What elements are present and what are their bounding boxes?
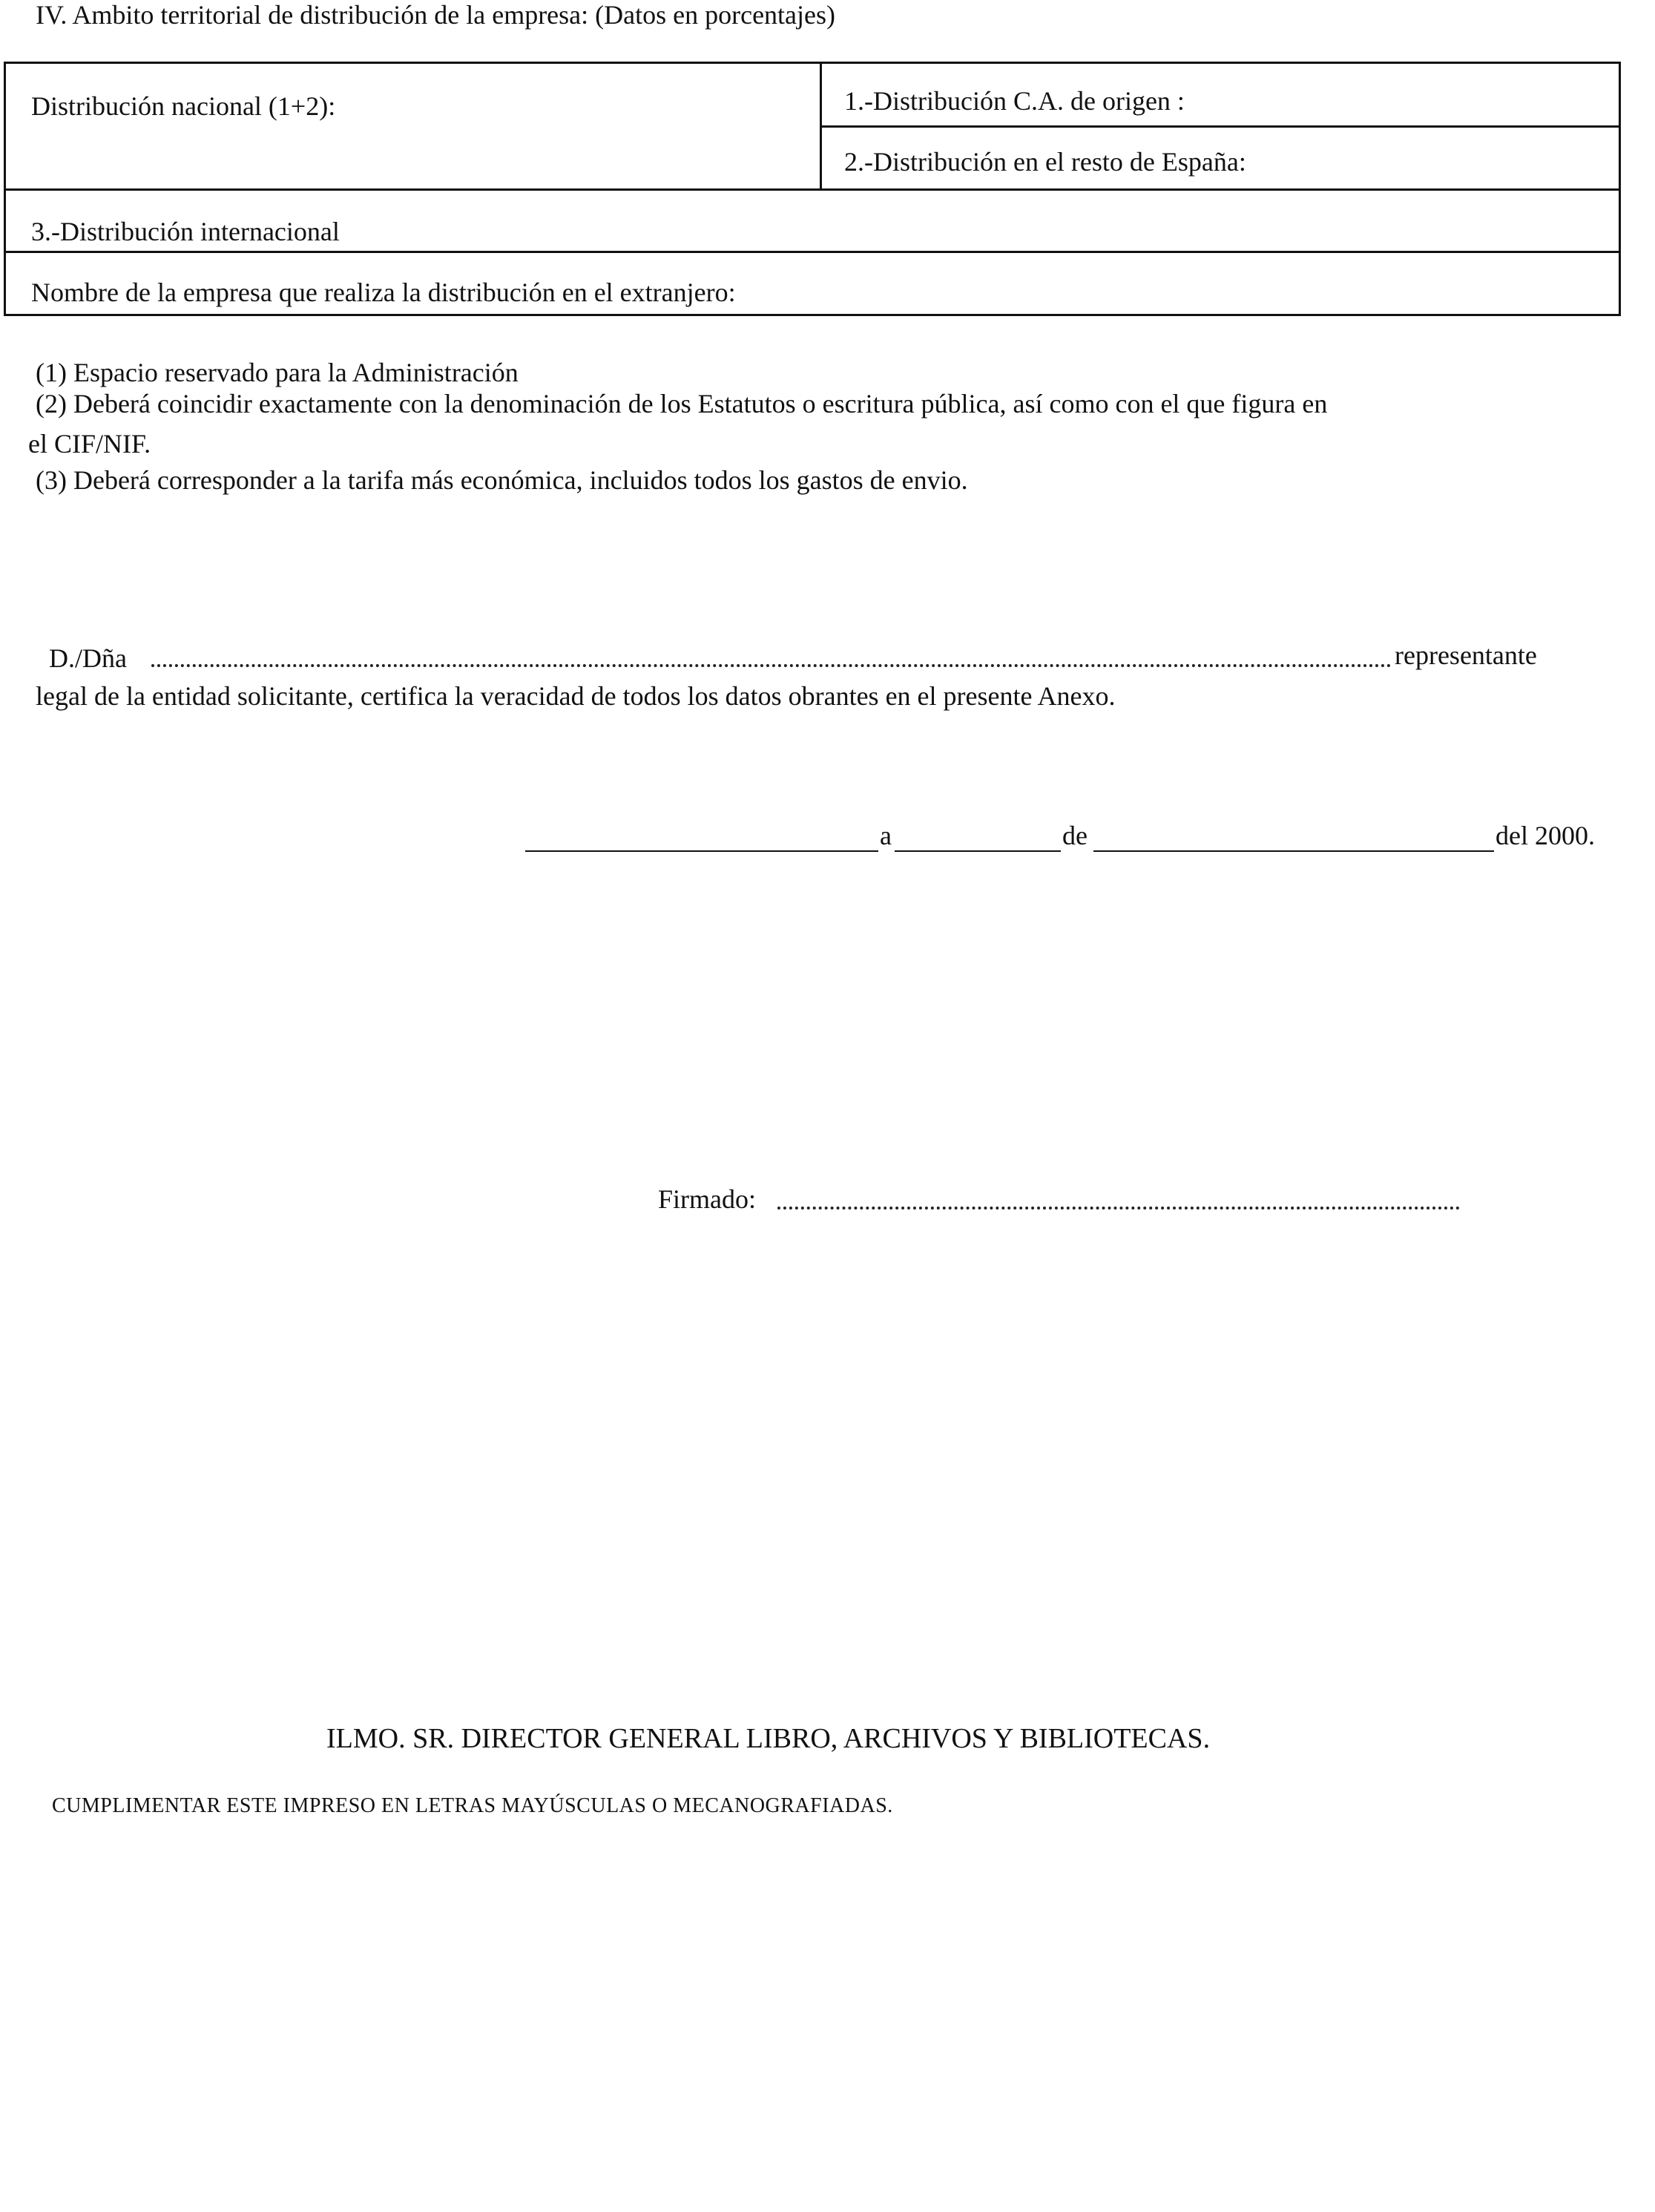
- national-distribution-field[interactable]: Distribución nacional (1+2):: [31, 91, 336, 121]
- day-field[interactable]: [895, 850, 1061, 852]
- footnote-1: (1) Espacio reservado para la Administración: [36, 358, 519, 387]
- distribution-table: [4, 62, 1621, 316]
- footnote-3: (3) Deberá corresponder a la tarifa más económica, incluidos todos los gastos de envio.: [36, 465, 968, 495]
- foreign-distributor-name-field[interactable]: Nombre de la empresa que realiza la distribución en el extranjero:: [31, 278, 736, 307]
- date-de-label: de: [1062, 821, 1088, 850]
- representative-name-field[interactable]: [151, 664, 1392, 667]
- month-field[interactable]: [1093, 850, 1494, 852]
- footnote-2: (2) Deberá coincidir exactamente con la denominación de los Estatutos o escritura pública, así como con el que figura en: [36, 389, 1328, 419]
- section-heading: IV. Ambito territorial de distribución de la empresa: (Datos en porcentajes): [36, 0, 836, 30]
- table-row-divider: [6, 251, 1619, 253]
- certification-name-prefix: D./Dña: [49, 643, 127, 673]
- certification-role-suffix: representante: [1395, 640, 1537, 670]
- international-distribution-field[interactable]: 3.-Distribución internacional: [31, 217, 340, 246]
- signature-field[interactable]: [777, 1207, 1460, 1210]
- table-row-divider: [820, 125, 1619, 128]
- origin-region-distribution-field[interactable]: 1.-Distribución C.A. de origen :: [844, 86, 1185, 116]
- place-field[interactable]: [525, 850, 878, 852]
- signature-label: Firmado:: [658, 1184, 756, 1214]
- fill-instructions: CUMPLIMENTAR ESTE IMPRESO EN LETRAS MAYÚSCULAS O MECANOGRAFIADAS.: [52, 1794, 893, 1817]
- date-a-label: a: [880, 821, 892, 850]
- rest-of-spain-distribution-field[interactable]: 2.-Distribución en el resto de España:: [844, 147, 1246, 177]
- addressee-line: ILMO. SR. DIRECTOR GENERAL LIBRO, ARCHIVOS Y BIBLIOTECAS.: [326, 1723, 1211, 1754]
- table-row-divider: [6, 188, 1619, 191]
- certification-statement: legal de la entidad solicitante, certifica la veracidad de todos los datos obrantes en el presente Anexo.: [36, 681, 1116, 711]
- date-year-label: del 2000.: [1496, 821, 1595, 850]
- footnote-2-continuation: el CIF/NIF.: [28, 429, 151, 459]
